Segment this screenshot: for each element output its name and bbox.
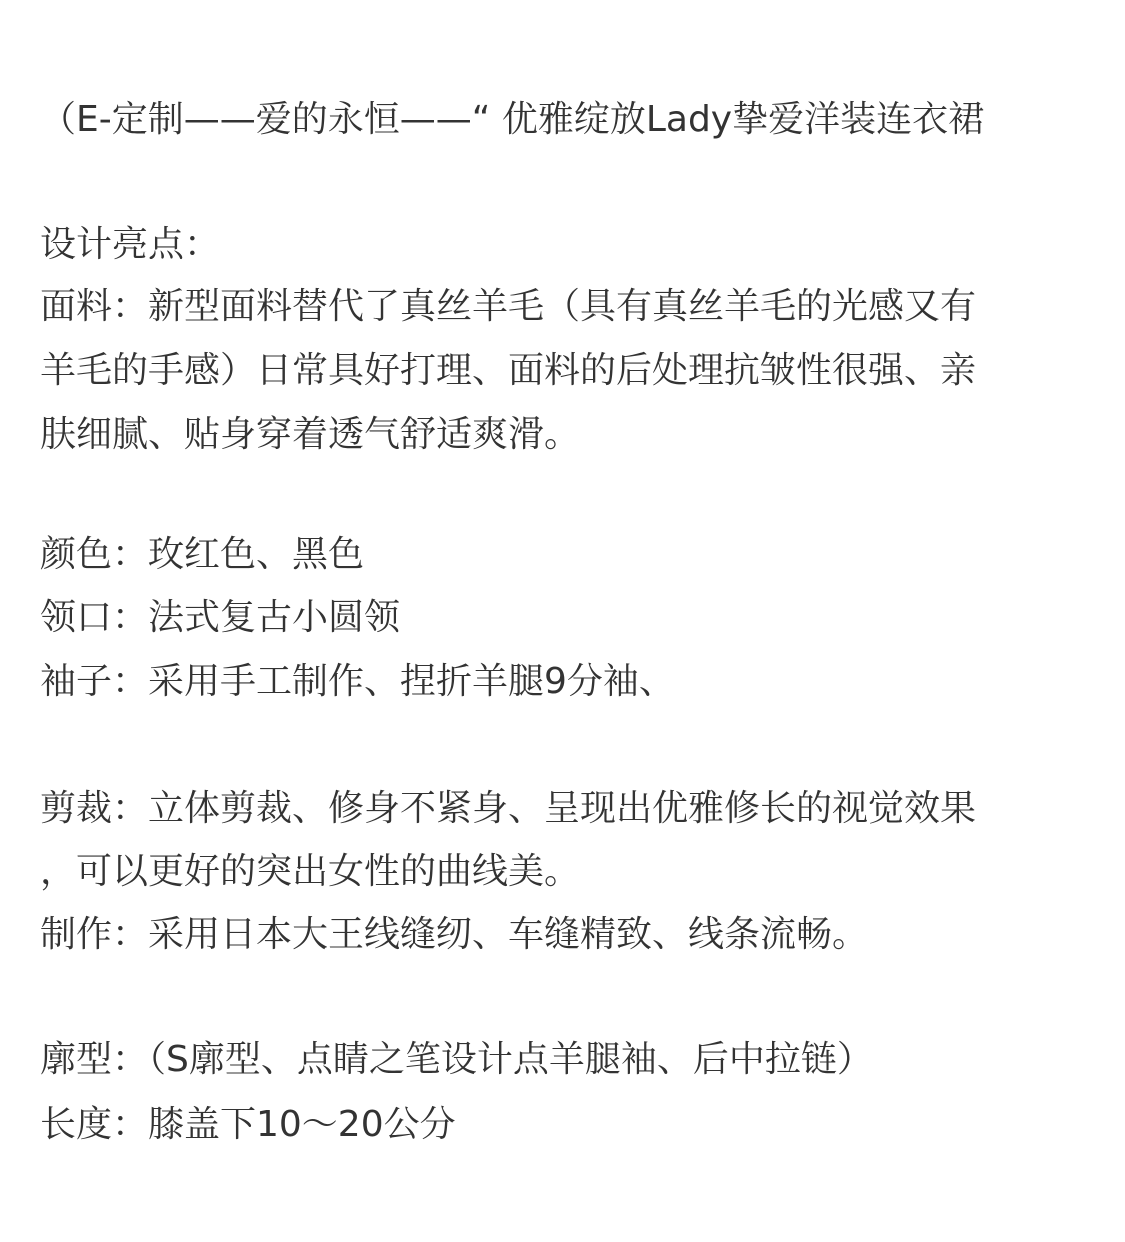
color-line: 颜色：玫红色、黑色 [40, 534, 365, 575]
cut-line-2: ，可以更好的突出女性的曲线美。 [40, 851, 581, 892]
silhouette-line: 廓型：（S廓型、点睛之笔设计点羊腿袖、后中拉链） [40, 1039, 873, 1080]
cut-line-1: 剪裁：立体剪裁、修身不紧身、呈现出优雅修长的视觉效果 [40, 788, 977, 829]
fabric-line-2: 羊毛的手感）日常具好打理、面料的后处理抗皱性很强、亲 [40, 350, 977, 391]
product-title: （E-定制——爱的永恒——“ 优雅绽放Lady挚爱洋装连衣裙 [40, 99, 985, 140]
collar-line: 领口：法式复古小圆领 [40, 597, 401, 638]
fabric-line-1: 面料：新型面料替代了真丝羊毛（具有真丝羊毛的光感又有 [40, 286, 977, 327]
length-line: 长度：膝盖下10～20公分 [40, 1104, 456, 1145]
design-highlights-heading: 设计亮点： [40, 224, 221, 265]
sleeve-line: 袖子：采用手工制作、捏折羊腿9分袖、 [40, 661, 675, 702]
fabric-line-3: 肤细腻、贴身穿着透气舒适爽滑。 [40, 414, 581, 455]
making-line: 制作：采用日本大王线缝纫、车缝精致、线条流畅。 [40, 914, 869, 955]
